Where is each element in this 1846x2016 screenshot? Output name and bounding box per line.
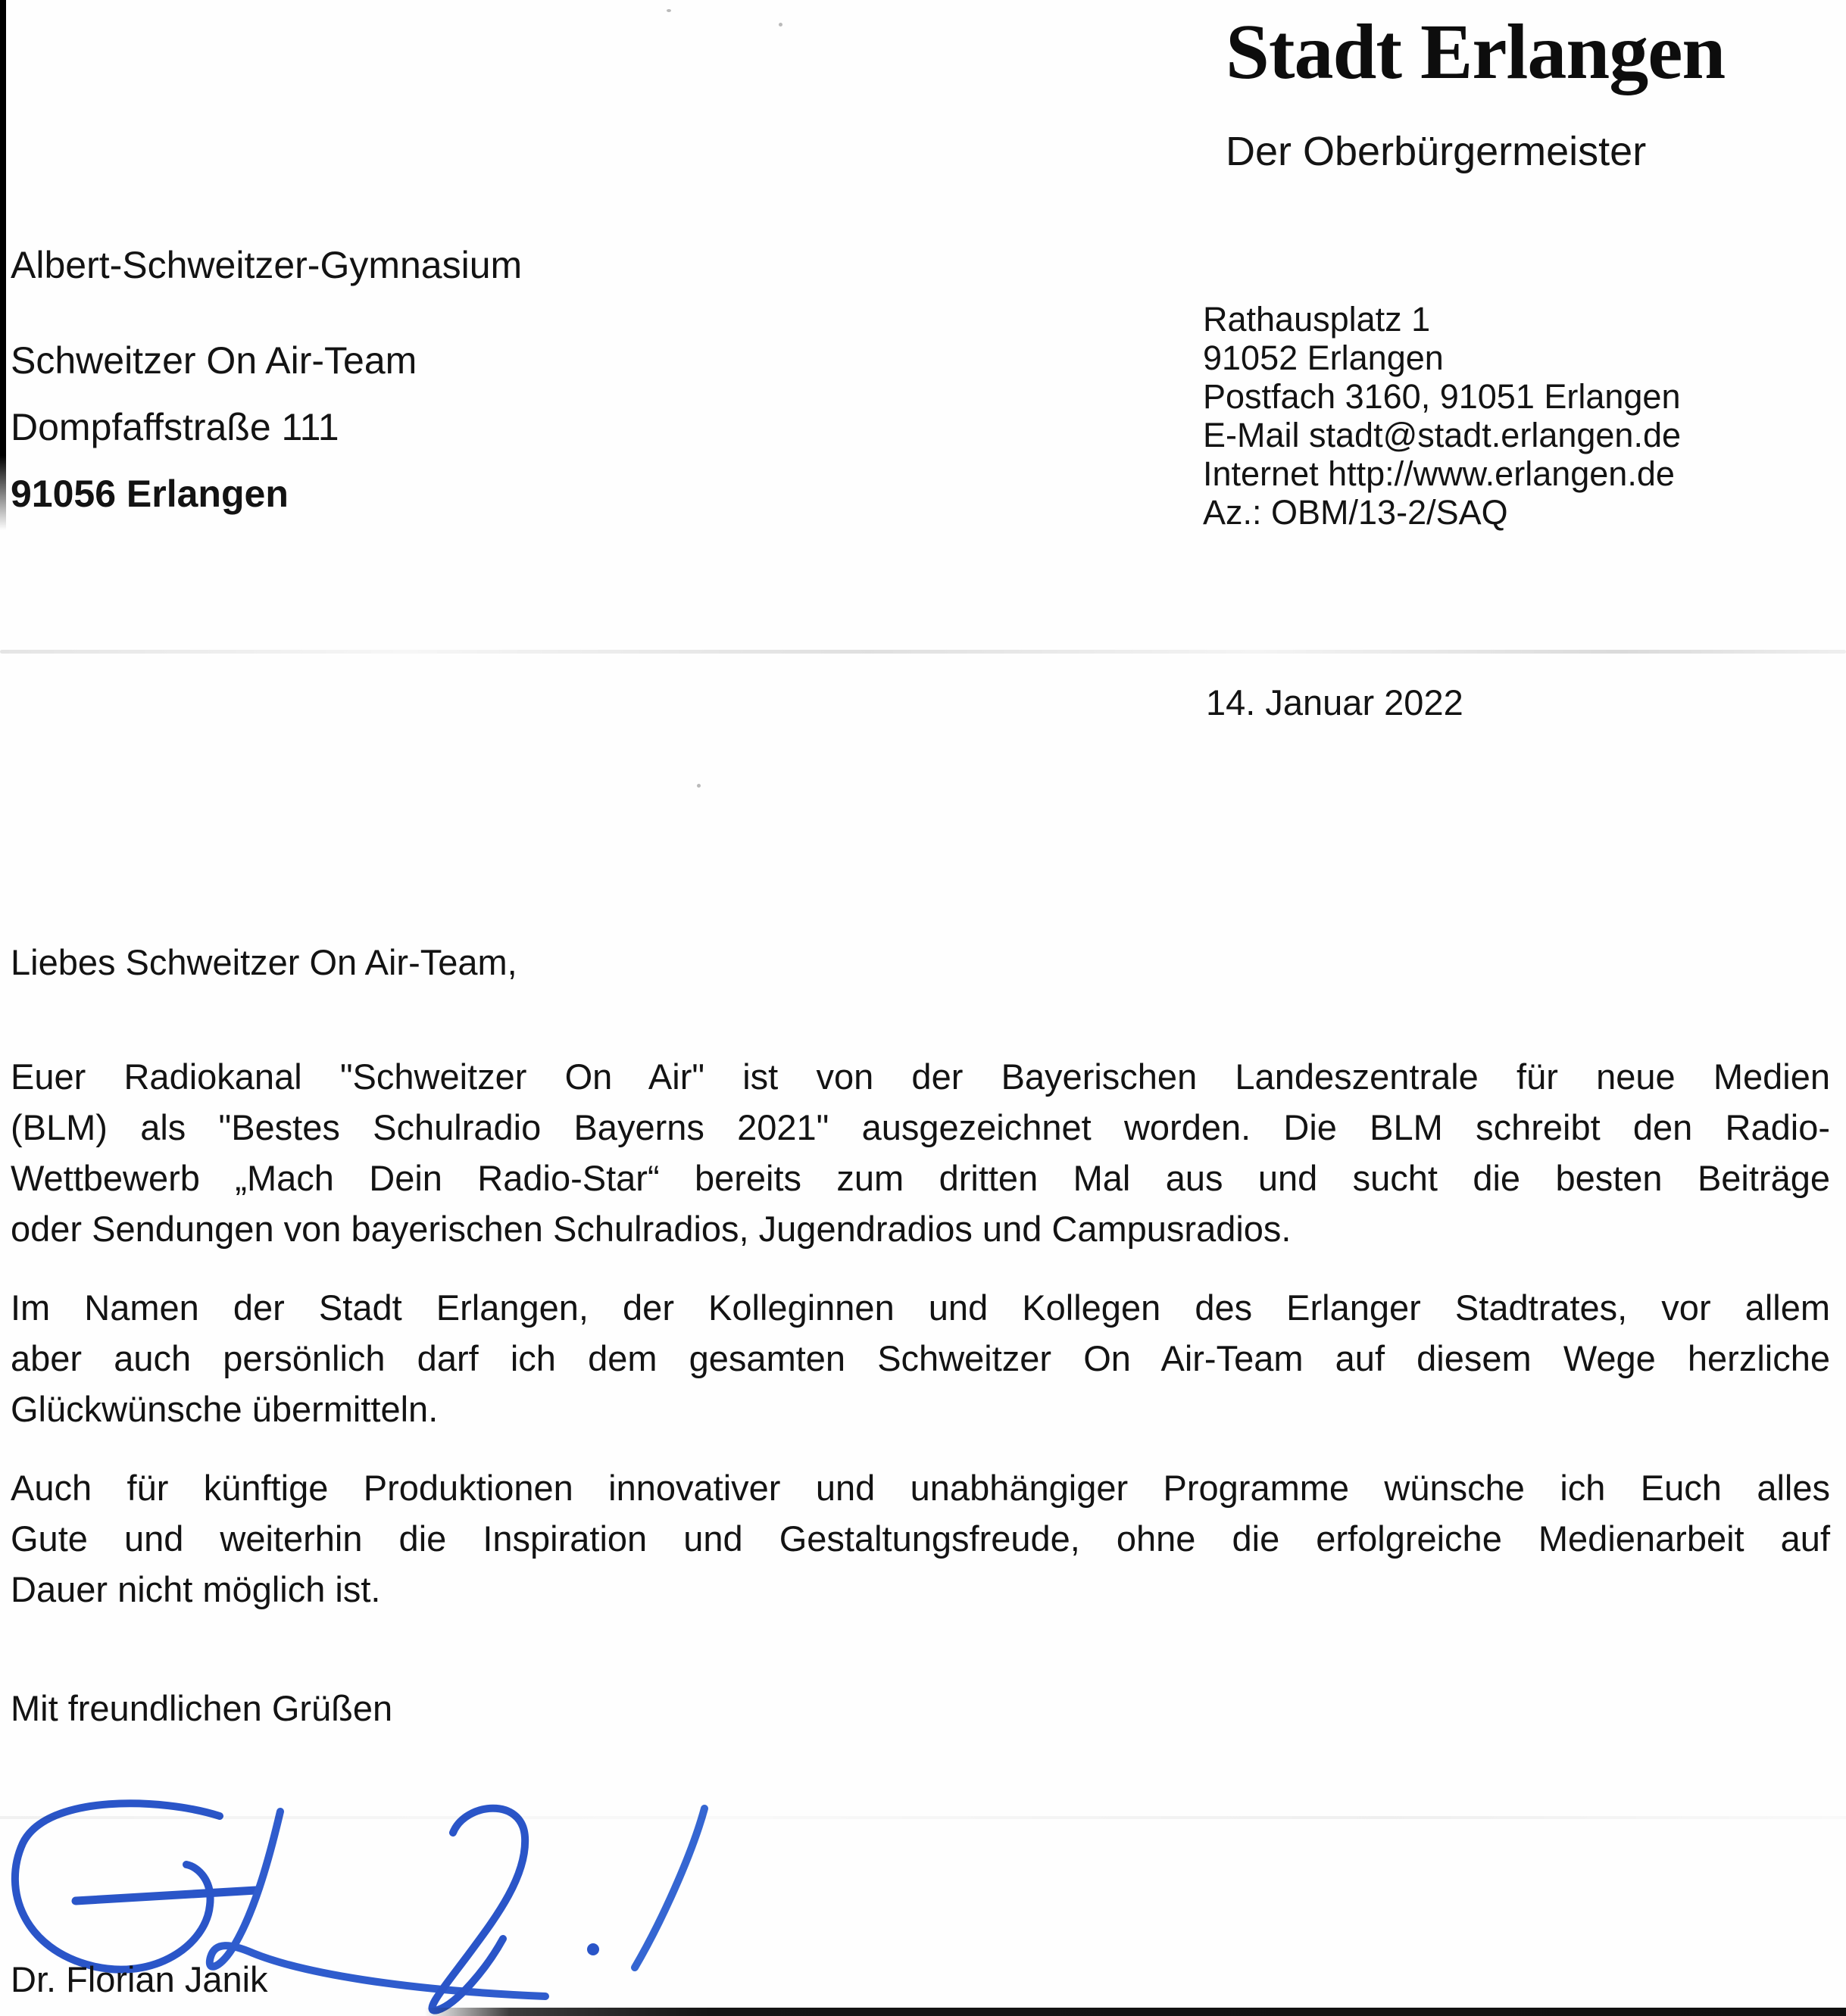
recipient-address-line: Schweitzer On Air-Team [11, 339, 417, 382]
letter-date: 14. Januar 2022 [1206, 682, 1463, 722]
letterhead-org-title: Stadt Erlangen [1226, 8, 1726, 95]
recipient-address-line: 91056 Erlangen [11, 473, 289, 515]
paragraph [11, 1051, 1830, 1254]
salutation: Liebes Schweitzer On Air-Team, [11, 942, 517, 982]
scan-edge-artifact-bottom [424, 2008, 1846, 2016]
letterhead-department: Der Oberbürgermeister [1226, 129, 1647, 174]
letterhead [1226, 8, 1846, 174]
paragraph-line: Euer Radiokanal "Schweitzer On Air" ist von der Bayerischen Landeszentrale für neue Medien [11, 1056, 1830, 1097]
recipient-address-block [11, 244, 522, 539]
paragraph-line: Im Namen der Stadt Erlangen, der Kolleginnen und Kollegen des Erlanger Stadtrates, vor allem [11, 1287, 1830, 1328]
sender-info-line: Az.: OBM/13-2/SAQ [1203, 493, 1508, 532]
recipient-address-line: Albert-Schweitzer-Gymnasium [11, 244, 523, 286]
body-paragraphs [11, 1051, 1830, 1643]
recipient-address-line: Dompfaffstraße 111 [11, 406, 339, 448]
paragraph-line: oder Sendungen von bayerischen Schulradios, Jugendradios und Campusradios. [11, 1209, 1292, 1249]
sender-info-line: E-Mail stadt@stadt.erlangen.de [1203, 416, 1682, 454]
scan-speck [697, 784, 701, 788]
scan-speck [779, 23, 782, 27]
paragraph-line: Gute und weiterhin die Inspiration und Gestaltungsfreude, ohne die erfolgreiche Medienarbeit auf [11, 1518, 1830, 1559]
scan-speck [667, 9, 671, 12]
paragraph [11, 1462, 1830, 1615]
paragraph-line: aber auch persönlich darf ich dem gesamten Schweitzer On Air-Team auf diesem Wege herzliche [11, 1338, 1830, 1378]
scan-fold-line [0, 650, 1846, 654]
sender-info-line: Postfach 3160, 91051 Erlangen [1203, 377, 1681, 416]
paragraph-line: Glückwünsche übermitteln. [11, 1389, 439, 1429]
paragraph-line: Dauer nicht möglich ist. [11, 1569, 381, 1609]
sender-info-line: 91052 Erlangen [1203, 339, 1444, 377]
sender-info-line: Rathausplatz 1 [1203, 300, 1431, 339]
closing-phrase: Mit freundlichen Grüßen [11, 1688, 393, 1728]
scan-edge-artifact-left [0, 0, 6, 530]
paragraph [11, 1282, 1830, 1434]
sender-info-line: Internet http://www.erlangen.de [1203, 454, 1675, 493]
sender-info-block [1203, 300, 1681, 532]
paragraph-line: Wettbewerb „Mach Dein Radio-Star“ bereits zum dritten Mal aus und sucht die besten Beiträge [11, 1158, 1830, 1198]
paragraph-line: (BLM) als "Bestes Schulradio Bayerns 2021" ausgezeichnet worden. Die BLM schreibt den Radio- [11, 1107, 1830, 1147]
signatory-name: Dr. Florian Janik [11, 1959, 268, 1999]
scan-fold-line-faint [0, 1816, 1846, 1819]
paragraph-line: Auch für künftige Produktionen innovativer und unabhängiger Programme wünsche ich Euch alles [11, 1468, 1830, 1508]
